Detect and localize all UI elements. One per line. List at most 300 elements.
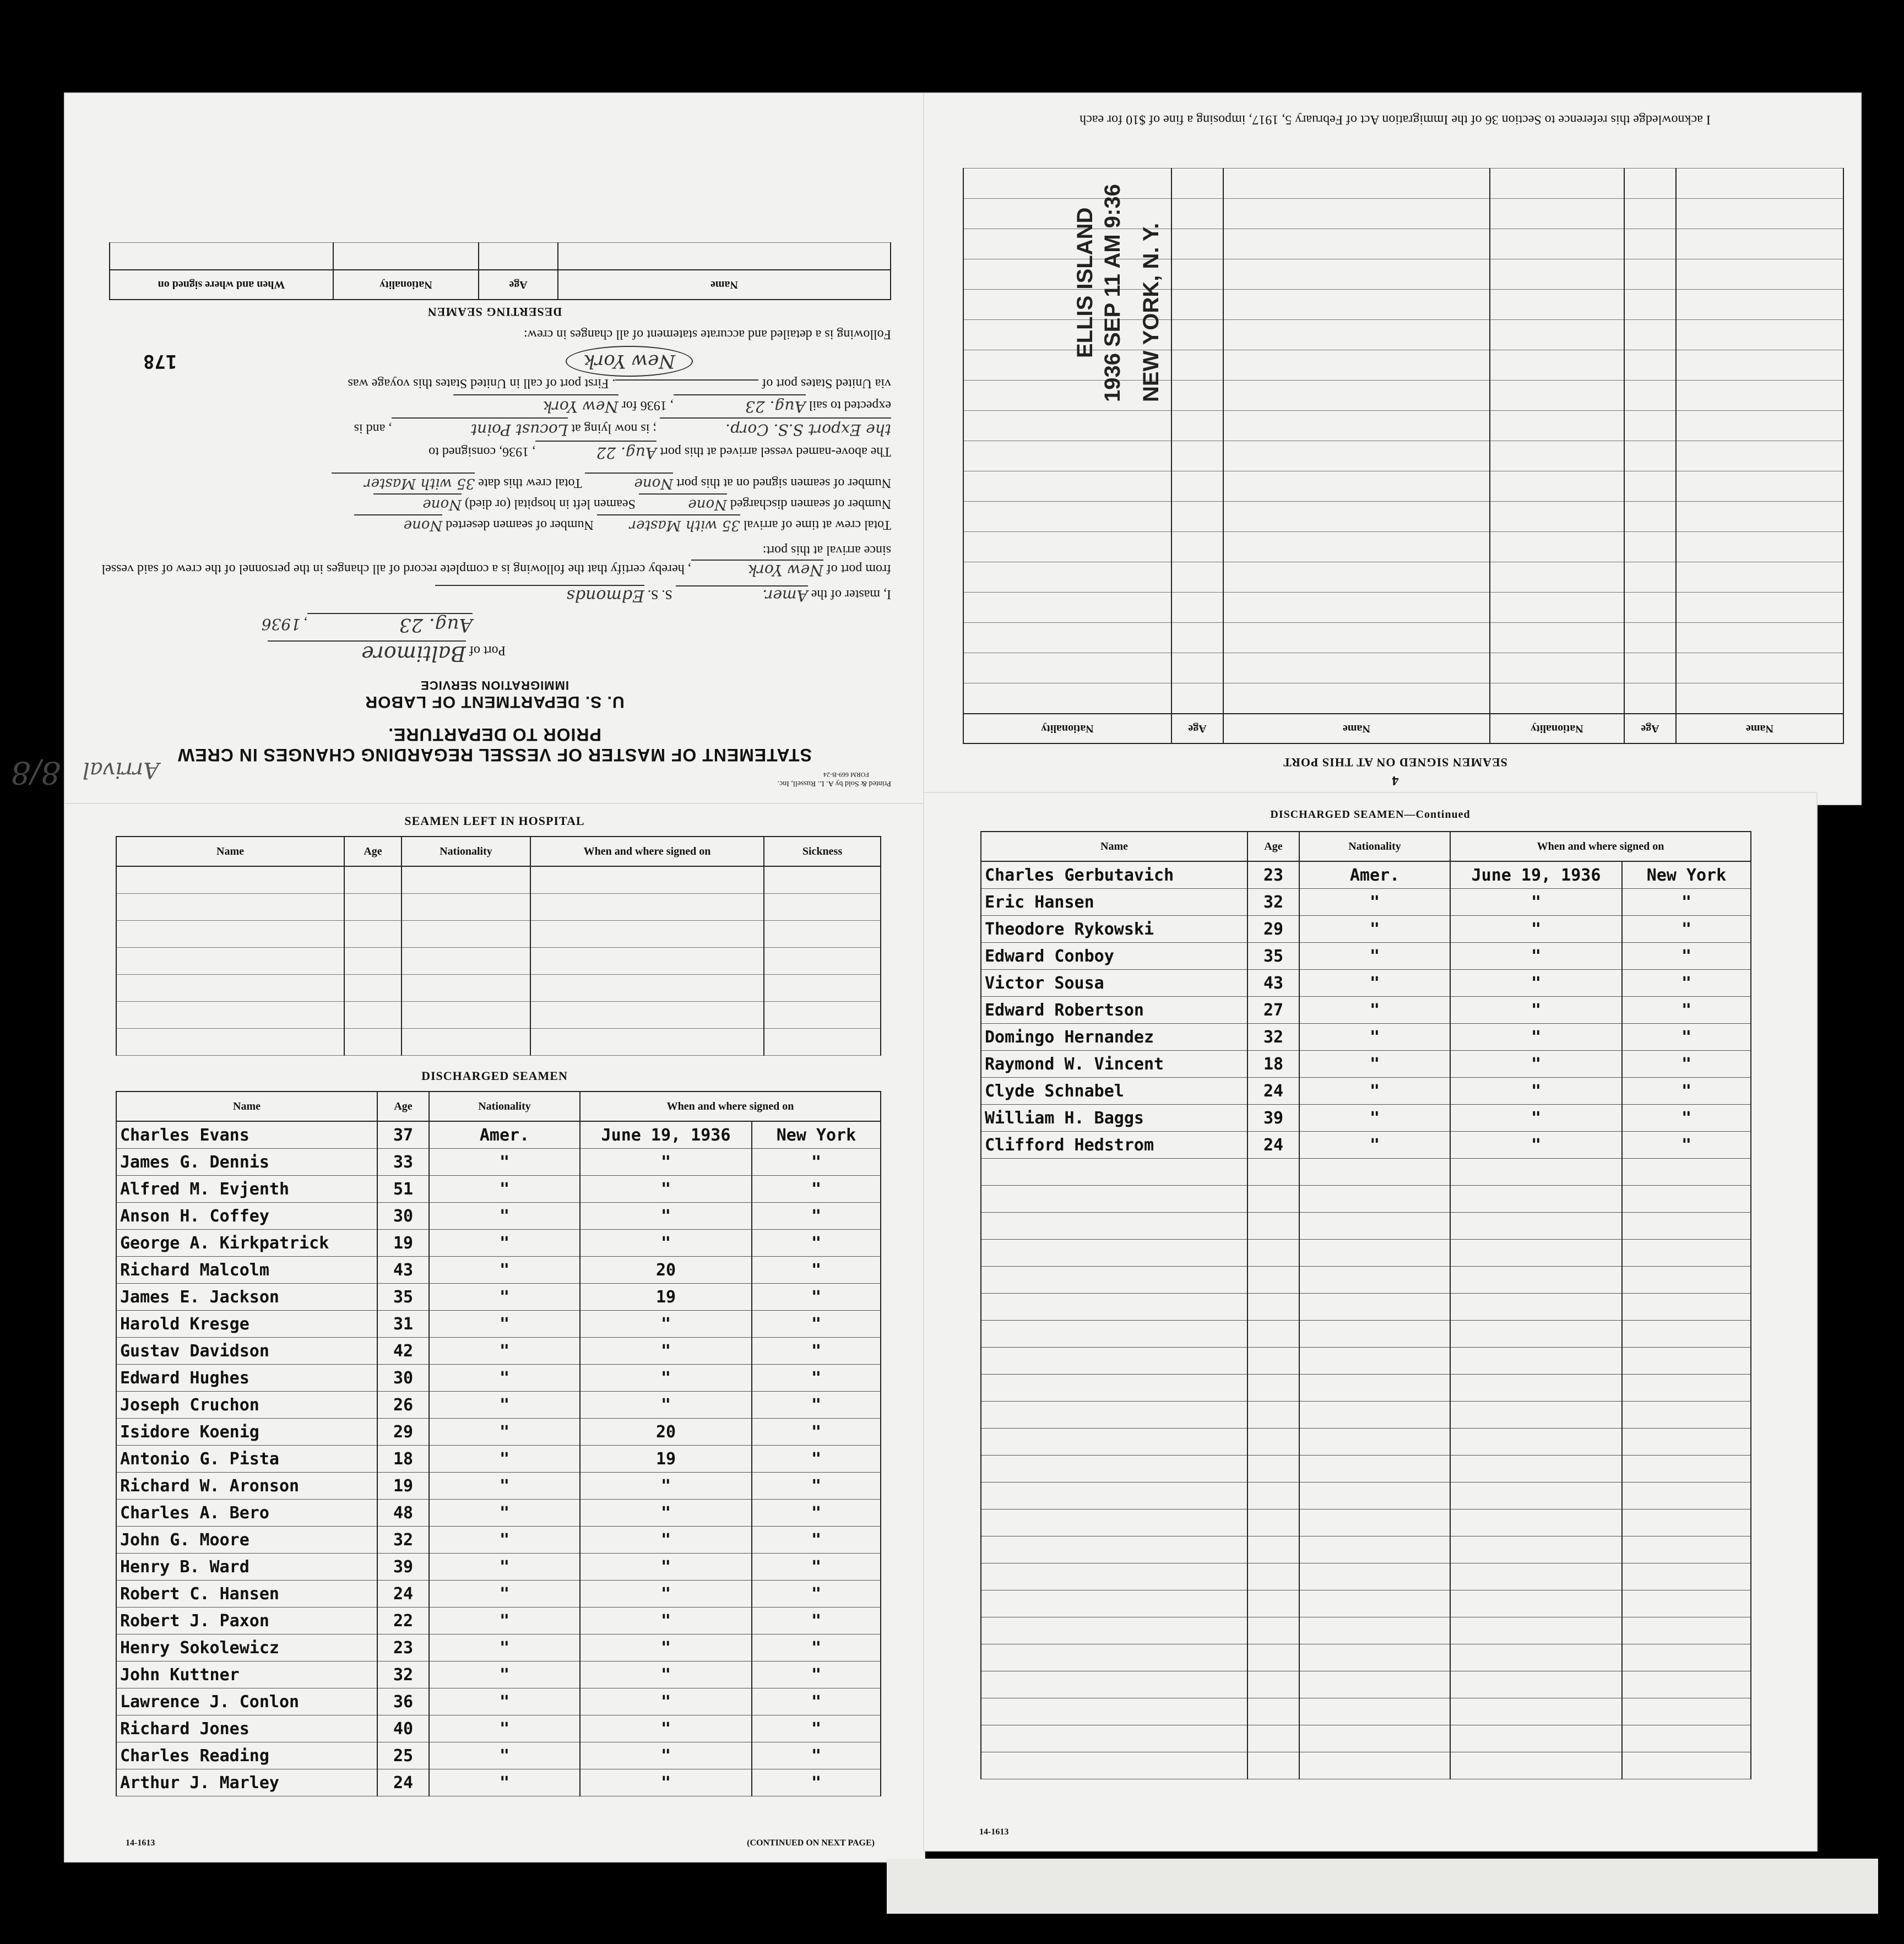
arrived-text: The above-named vessel arrived at this port <box>660 444 891 459</box>
continued-note: (CONTINUED ON NEXT PAGE) <box>747 1838 875 1848</box>
col-name: Name <box>981 832 1247 861</box>
signed-on-date: 20 <box>580 1419 752 1446</box>
seaman-age: 35 <box>377 1284 429 1311</box>
seaman-nationality <box>1299 1240 1450 1267</box>
seaman-age <box>1247 1240 1299 1267</box>
signed-on-date <box>1450 1186 1622 1213</box>
table-row <box>981 1590 1751 1617</box>
signed-on-date: " <box>580 1635 752 1661</box>
margin-note-fraction: 8/8 <box>11 754 61 790</box>
sail-year: 1936 for <box>621 398 667 412</box>
seaman-name: Robert C. Hansen <box>116 1581 377 1608</box>
signed-on-date: " <box>580 1203 752 1230</box>
seaman-age: 32 <box>377 1661 429 1688</box>
table-row <box>981 1483 1751 1509</box>
and-is: , and is <box>354 421 392 436</box>
seaman-nationality <box>1299 1159 1450 1186</box>
hospital-table <box>116 836 881 1056</box>
page-edge-strip <box>887 1859 1878 1914</box>
discharged-cont-header: DISCHARGED SEAMEN—Continued <box>1270 808 1471 821</box>
seaman-nationality <box>1299 1617 1450 1644</box>
table-row <box>116 1284 881 1311</box>
seaman-nationality: " <box>429 1257 580 1284</box>
seaman-name <box>981 1725 1247 1752</box>
seaman-name: Charles A. Bero <box>116 1500 377 1527</box>
vessel-statement: The above-named vessel arrived at this port Aug. 22, 1936, consigned to the Export S.S. Corp. ; is now lying at Locust Point, and is expected to sail Aug. 23, 1936 for New York via United States port of . First port of call in United States this voyage was New York 178 <box>98 348 891 464</box>
signed-on-place: " <box>752 1284 881 1311</box>
port-label: Port of <box>469 643 506 658</box>
seaman-name <box>981 1267 1247 1294</box>
signed-on-date: " <box>1450 997 1622 1024</box>
table-row <box>981 1644 1751 1671</box>
seaman-name <box>981 1509 1247 1536</box>
table-row <box>981 1105 1751 1132</box>
signed-on-date: " <box>580 1500 752 1527</box>
col-age: Age <box>479 270 558 300</box>
signed-on-place: " <box>1622 997 1751 1024</box>
signed-on-date <box>1450 1617 1622 1644</box>
seaman-nationality: " <box>1299 1132 1450 1159</box>
seaman-name: Alfred M. Evjenth <box>116 1176 377 1203</box>
date-line: Aug. 23, 1936 <box>261 614 473 636</box>
table-row <box>981 1159 1751 1186</box>
hospital-label: Seamen left in hospital (or died) <box>464 497 636 511</box>
lying-text: ; is now lying at <box>571 421 657 436</box>
signed-on-date <box>1450 1240 1622 1267</box>
seaman-name <box>981 1456 1247 1483</box>
seaman-age: 25 <box>377 1742 429 1769</box>
seaman-age: 23 <box>1247 861 1299 889</box>
signed-on-date: " <box>1450 1024 1622 1051</box>
col-age: Age <box>344 837 402 866</box>
page-number: 178 <box>143 350 177 372</box>
signed-on-place: New York <box>752 1121 881 1149</box>
stamp-location <box>1139 223 1164 402</box>
table-row <box>981 1375 1751 1402</box>
table-row <box>981 1078 1751 1105</box>
seaman-age <box>1247 1402 1299 1429</box>
seaman-nationality <box>1299 1294 1450 1321</box>
seaman-name <box>981 1563 1247 1590</box>
table-row <box>116 1635 881 1661</box>
table-row <box>116 1121 881 1149</box>
seaman-age <box>1247 1456 1299 1483</box>
signed-on-place <box>1622 1509 1751 1536</box>
signed-on-place <box>1622 1644 1751 1671</box>
seaman-name <box>981 1213 1247 1240</box>
margin-note-arrival: Arrival <box>83 757 160 783</box>
signed-on-place <box>1622 1321 1751 1348</box>
discharged-cont-table <box>980 831 1751 1779</box>
signed-on-place: " <box>1622 889 1751 916</box>
seaman-age <box>1247 1617 1299 1644</box>
seaman-age <box>1247 1536 1299 1563</box>
seaman-nationality: " <box>429 1338 580 1365</box>
crew-counts <box>98 473 891 535</box>
seaman-name: Victor Sousa <box>981 970 1247 997</box>
signed-on-place: New York <box>1622 861 1751 889</box>
seaman-age <box>1247 1671 1299 1698</box>
ship-name: Edmonds <box>435 585 644 605</box>
table-row <box>981 1132 1751 1159</box>
discharged-label: Number of seamen discharged <box>730 497 891 511</box>
signed-on-date: " <box>580 1392 752 1419</box>
table-row <box>116 1230 881 1257</box>
seaman-age: 19 <box>377 1230 429 1257</box>
col-nationality: Nationality <box>402 837 530 866</box>
table-row <box>981 861 1751 889</box>
signed-on-place <box>1622 1563 1751 1590</box>
signed-on-date: " <box>580 1149 752 1176</box>
seaman-age <box>1247 1590 1299 1617</box>
table-row <box>116 1149 881 1176</box>
seaman-nationality: " <box>429 1392 580 1419</box>
seaman-nationality <box>1299 1752 1450 1779</box>
signed-on-place: " <box>752 1203 881 1230</box>
signed-on-place: " <box>752 1257 881 1284</box>
seaman-name: Anson H. Coffey <box>116 1203 377 1230</box>
signed-on-place: " <box>752 1419 881 1446</box>
seaman-age: 32 <box>1247 1024 1299 1051</box>
table-row <box>981 1051 1751 1078</box>
col-age: Age <box>1624 714 1676 743</box>
seaman-age <box>1247 1267 1299 1294</box>
table-row <box>981 1267 1751 1294</box>
seaman-age <box>1247 1186 1299 1213</box>
seaman-nationality: " <box>429 1554 580 1581</box>
signed-on-date <box>1450 1456 1622 1483</box>
discharged-value: None <box>639 493 727 514</box>
table-row <box>116 1769 881 1796</box>
service-name: IMMIGRATION SERVICE <box>420 678 569 692</box>
total-crew-date-value: 35 with Master <box>332 473 475 493</box>
acknowledge-text: I acknowledge this reference to Section 36 of the Immigration Act of February 5, 1917, imposing a fine of $10 for each <box>1080 112 1711 127</box>
seaman-name: John Kuttner <box>116 1661 377 1688</box>
table-row <box>116 1500 881 1527</box>
form-title: STATEMENT OF MASTER OF VESSEL REGARDING CHANGES IN CREW <box>177 745 812 765</box>
seaman-age <box>1247 1752 1299 1779</box>
seaman-age <box>1247 1429 1299 1456</box>
seaman-nationality: " <box>429 1527 580 1554</box>
table-row <box>981 1294 1751 1321</box>
seaman-name: Domingo Hernandez <box>981 1024 1247 1051</box>
signed-on-place: " <box>752 1742 881 1769</box>
table-row <box>981 1024 1751 1051</box>
seaman-name: Arthur J. Marley <box>116 1769 377 1796</box>
seaman-age: 22 <box>377 1608 429 1635</box>
seaman-name: Joseph Cruchon <box>116 1392 377 1419</box>
seaman-nationality: " <box>429 1742 580 1769</box>
seaman-nationality <box>1299 1186 1450 1213</box>
seaman-nationality: " <box>1299 1078 1450 1105</box>
seaman-name <box>981 1240 1247 1267</box>
seaman-nationality: " <box>1299 970 1450 997</box>
seaman-name: Charles Gerbutavich <box>981 861 1247 889</box>
stamp-line-2: 1936 SEP 11 AM 9:36 <box>1100 184 1125 402</box>
table-row <box>981 1752 1751 1779</box>
seaman-name: Robert J. Paxon <box>116 1608 377 1635</box>
seaman-nationality <box>1299 1671 1450 1698</box>
via-text: via United States port of <box>762 376 891 390</box>
port-value: Baltimore <box>268 640 466 666</box>
seaman-nationality <box>1299 1267 1450 1294</box>
seaman-nationality: " <box>1299 943 1450 970</box>
signed-on-date: 20 <box>580 1257 752 1284</box>
discharged-continued-page <box>924 793 1816 1850</box>
seaman-age: 27 <box>1247 997 1299 1024</box>
signed-on-date <box>1450 1294 1622 1321</box>
signed-on-place: " <box>752 1365 881 1392</box>
seaman-age: 36 <box>377 1688 429 1715</box>
year-value: 1936 <box>261 615 301 633</box>
sail-date: Aug. 23 <box>674 394 806 417</box>
signed-on-place <box>1622 1240 1751 1267</box>
signed-on-date: " <box>580 1527 752 1554</box>
seaman-age: 18 <box>377 1446 429 1473</box>
signed-on-place: " <box>752 1338 881 1365</box>
seaman-nationality: " <box>429 1311 580 1338</box>
signed-on-place <box>1622 1348 1751 1375</box>
signed-on-label: Number of seamen signed on at this port <box>676 476 891 490</box>
seaman-age: 32 <box>377 1527 429 1554</box>
seaman-name: James G. Dennis <box>116 1149 377 1176</box>
table-row <box>981 1240 1751 1267</box>
seaman-name: Clyde Schnabel <box>981 1078 1247 1105</box>
seaman-age: 31 <box>377 1311 429 1338</box>
following-text: Following is a detailed and accurate statement of all changes in crew: <box>523 327 891 341</box>
table-row <box>116 1688 881 1715</box>
seaman-nationality <box>1299 1725 1450 1752</box>
signed-on-place: " <box>1622 1078 1751 1105</box>
seaman-name: Henry Sokolewicz <box>116 1635 377 1661</box>
seaman-age <box>1247 1294 1299 1321</box>
signed-on-place: " <box>752 1581 881 1608</box>
from-port-value: New York <box>691 560 823 579</box>
seaman-age: 37 <box>377 1121 429 1149</box>
seaman-age <box>1247 1348 1299 1375</box>
seaman-nationality: " <box>429 1419 580 1446</box>
seaman-age <box>1247 1509 1299 1536</box>
form-number: 14-1613 <box>979 1827 1009 1837</box>
signed-on-place <box>1622 1725 1751 1752</box>
seaman-age: 43 <box>1247 970 1299 997</box>
signed-on-date: " <box>580 1742 752 1769</box>
seaman-name: Isidore Koenig <box>116 1419 377 1446</box>
seaman-name: Charles Reading <box>116 1742 377 1769</box>
signed-on-place <box>1622 1294 1751 1321</box>
seaman-name: Clifford Hedstrom <box>981 1132 1247 1159</box>
col-name: Name <box>558 270 891 300</box>
seaman-name: John G. Moore <box>116 1527 377 1554</box>
table-row <box>981 1402 1751 1429</box>
table-row <box>116 1257 881 1284</box>
signed-on-place <box>1622 1267 1751 1294</box>
col-nationality: Nationality <box>1490 714 1624 743</box>
ss-label: S. S. <box>648 587 672 601</box>
seaman-name <box>981 1321 1247 1348</box>
seaman-nationality: " <box>1299 1105 1450 1132</box>
signed-on-date: " <box>1450 943 1622 970</box>
seaman-nationality: " <box>429 1446 580 1473</box>
seaman-name: Raymond W. Vincent <box>981 1051 1247 1078</box>
col-name-2: Name <box>1223 714 1490 743</box>
signed-on-header: SEAMEN SIGNED ON AT THIS PORT <box>1283 756 1507 769</box>
signed-on-date <box>1450 1698 1622 1725</box>
col-signed-on: When and where signed on <box>1450 832 1751 861</box>
signed-on-place: " <box>752 1392 881 1419</box>
signed-on-place: " <box>752 1500 881 1527</box>
signed-on-place: " <box>752 1715 881 1742</box>
table-row <box>981 1698 1751 1725</box>
discharged-page <box>65 804 924 1861</box>
seaman-name <box>981 1536 1247 1563</box>
table-row <box>981 1456 1751 1483</box>
seaman-nationality: " <box>1299 1051 1450 1078</box>
signed-on-date <box>1450 1375 1622 1402</box>
stamp-date <box>1100 184 1125 402</box>
arrived-date: Aug. 22 <box>535 441 657 464</box>
signed-on-date: June 19, 1936 <box>580 1121 752 1149</box>
signed-on-place: " <box>752 1230 881 1257</box>
arrived-year: 1936 <box>502 444 529 459</box>
signed-on-date <box>1450 1348 1622 1375</box>
seaman-nationality: " <box>429 1149 580 1176</box>
seaman-name <box>981 1671 1247 1698</box>
table-row <box>981 1563 1751 1590</box>
col-nationality: Nationality <box>429 1092 580 1121</box>
seaman-age: 32 <box>1247 889 1299 916</box>
seaman-name <box>981 1159 1247 1186</box>
seaman-age: 30 <box>377 1365 429 1392</box>
seaman-nationality <box>1299 1644 1450 1671</box>
signed-on-date: " <box>580 1661 752 1688</box>
table-row <box>116 1608 881 1635</box>
seaman-nationality: " <box>429 1230 580 1257</box>
signed-on-place <box>1622 1671 1751 1698</box>
signed-on-value: None <box>585 473 673 493</box>
table-row <box>116 1338 881 1365</box>
signed-on-place <box>1622 1429 1751 1456</box>
deserting-header: DESERTING SEAMEN <box>427 305 562 319</box>
discharged-header: DISCHARGED SEAMEN <box>421 1069 568 1083</box>
form-number: 14-1613 <box>126 1838 155 1848</box>
total-crew-arrival-value: 35 with Master <box>597 514 740 535</box>
seaman-age: 42 <box>377 1338 429 1365</box>
signed-on-date <box>1450 1563 1622 1590</box>
seaman-name <box>981 1294 1247 1321</box>
from-port-label: from port of <box>826 562 891 576</box>
signed-on-date: " <box>580 1311 752 1338</box>
signed-on-place: " <box>752 1608 881 1635</box>
seaman-nationality <box>1299 1483 1450 1509</box>
signed-on-place: " <box>752 1769 881 1796</box>
deserted-label: Number of seamen deserted <box>446 518 594 532</box>
seaman-nationality <box>1299 1402 1450 1429</box>
form-title-2: PRIOR TO DEPARTURE. <box>388 725 601 745</box>
signed-on-date: " <box>1450 1105 1622 1132</box>
signed-on-date: 19 <box>580 1446 752 1473</box>
port-line <box>98 640 506 666</box>
signed-on-date <box>1450 1402 1622 1429</box>
signed-on-place: " <box>752 1635 881 1661</box>
seaman-age <box>1247 1725 1299 1752</box>
seaman-name: Gustav Davidson <box>116 1338 377 1365</box>
col-sickness: Sickness <box>764 837 881 866</box>
certify-text: from port of New York, hereby certify that the following is a complete record of all changes in the personnel of the crew of said vessel since arrival at this port: <box>101 543 891 579</box>
seaman-nationality: " <box>429 1635 580 1661</box>
seaman-nationality <box>1299 1590 1450 1617</box>
table-row <box>116 1446 881 1473</box>
seaman-name: Theodore Rykowski <box>981 916 1247 943</box>
first-port-value: New York <box>566 346 693 377</box>
certify-statement: hereby certify that the following is a complete record of all changes in the personnel of the crew of said vessel since arrival at this port: <box>101 543 891 576</box>
table-row <box>981 1617 1751 1644</box>
col-nationality: Nationality <box>333 270 479 300</box>
signed-on-date: " <box>1450 1078 1622 1105</box>
signed-on-place: " <box>1622 1132 1751 1159</box>
seaman-name: George A. Kirkpatrick <box>116 1230 377 1257</box>
signed-on-date: June 19, 1936 <box>1450 861 1622 889</box>
signed-on-place: " <box>752 1473 881 1500</box>
table-row <box>981 997 1751 1024</box>
total-crew-arrival-label: Total crew at time of arrival <box>743 518 891 532</box>
table-row <box>116 1419 881 1446</box>
signed-on-date: " <box>580 1338 752 1365</box>
signed-on-place <box>1622 1698 1751 1725</box>
signed-on-place <box>1622 1186 1751 1213</box>
signed-on-date <box>1450 1483 1622 1509</box>
signed-on-place: " <box>752 1554 881 1581</box>
table-row <box>116 1311 881 1338</box>
seaman-nationality <box>1299 1698 1450 1725</box>
seaman-nationality <box>1299 1348 1450 1375</box>
seaman-name: Eric Hansen <box>981 889 1247 916</box>
signed-on-place <box>1622 1402 1751 1429</box>
table-row <box>981 1213 1751 1240</box>
date-value: Aug. 23 <box>307 613 473 636</box>
seaman-age <box>1247 1159 1299 1186</box>
seaman-name: Charles Evans <box>116 1121 377 1149</box>
signed-on-place <box>1622 1375 1751 1402</box>
seaman-name: Edward Robertson <box>981 997 1247 1024</box>
signed-on-place: " <box>752 1446 881 1473</box>
signed-on-date <box>1450 1590 1622 1617</box>
seaman-age: 39 <box>1247 1105 1299 1132</box>
seaman-age <box>1247 1321 1299 1348</box>
signed-on-place: " <box>1622 1051 1751 1078</box>
signed-on-place: " <box>1622 916 1751 943</box>
signed-on-place: " <box>1622 943 1751 970</box>
seaman-name <box>981 1617 1247 1644</box>
deserting-table <box>109 242 891 300</box>
table-row <box>116 1554 881 1581</box>
table-row <box>981 1321 1751 1348</box>
signed-on-date: " <box>580 1715 752 1742</box>
seaman-name <box>981 1483 1247 1509</box>
seaman-nationality: " <box>429 1608 580 1635</box>
seaman-name: Edward Conboy <box>981 943 1247 970</box>
seaman-name: Henry B. Ward <box>116 1554 377 1581</box>
table-row <box>981 1429 1751 1456</box>
seaman-name: William H. Baggs <box>981 1105 1247 1132</box>
seaman-nationality <box>1299 1509 1450 1536</box>
table-row <box>116 1365 881 1392</box>
table-row <box>981 1509 1751 1536</box>
signed-on-place <box>1622 1483 1751 1509</box>
seaman-age: 51 <box>377 1176 429 1203</box>
col-name: Name <box>116 1092 377 1121</box>
signed-on-date: " <box>580 1473 752 1500</box>
